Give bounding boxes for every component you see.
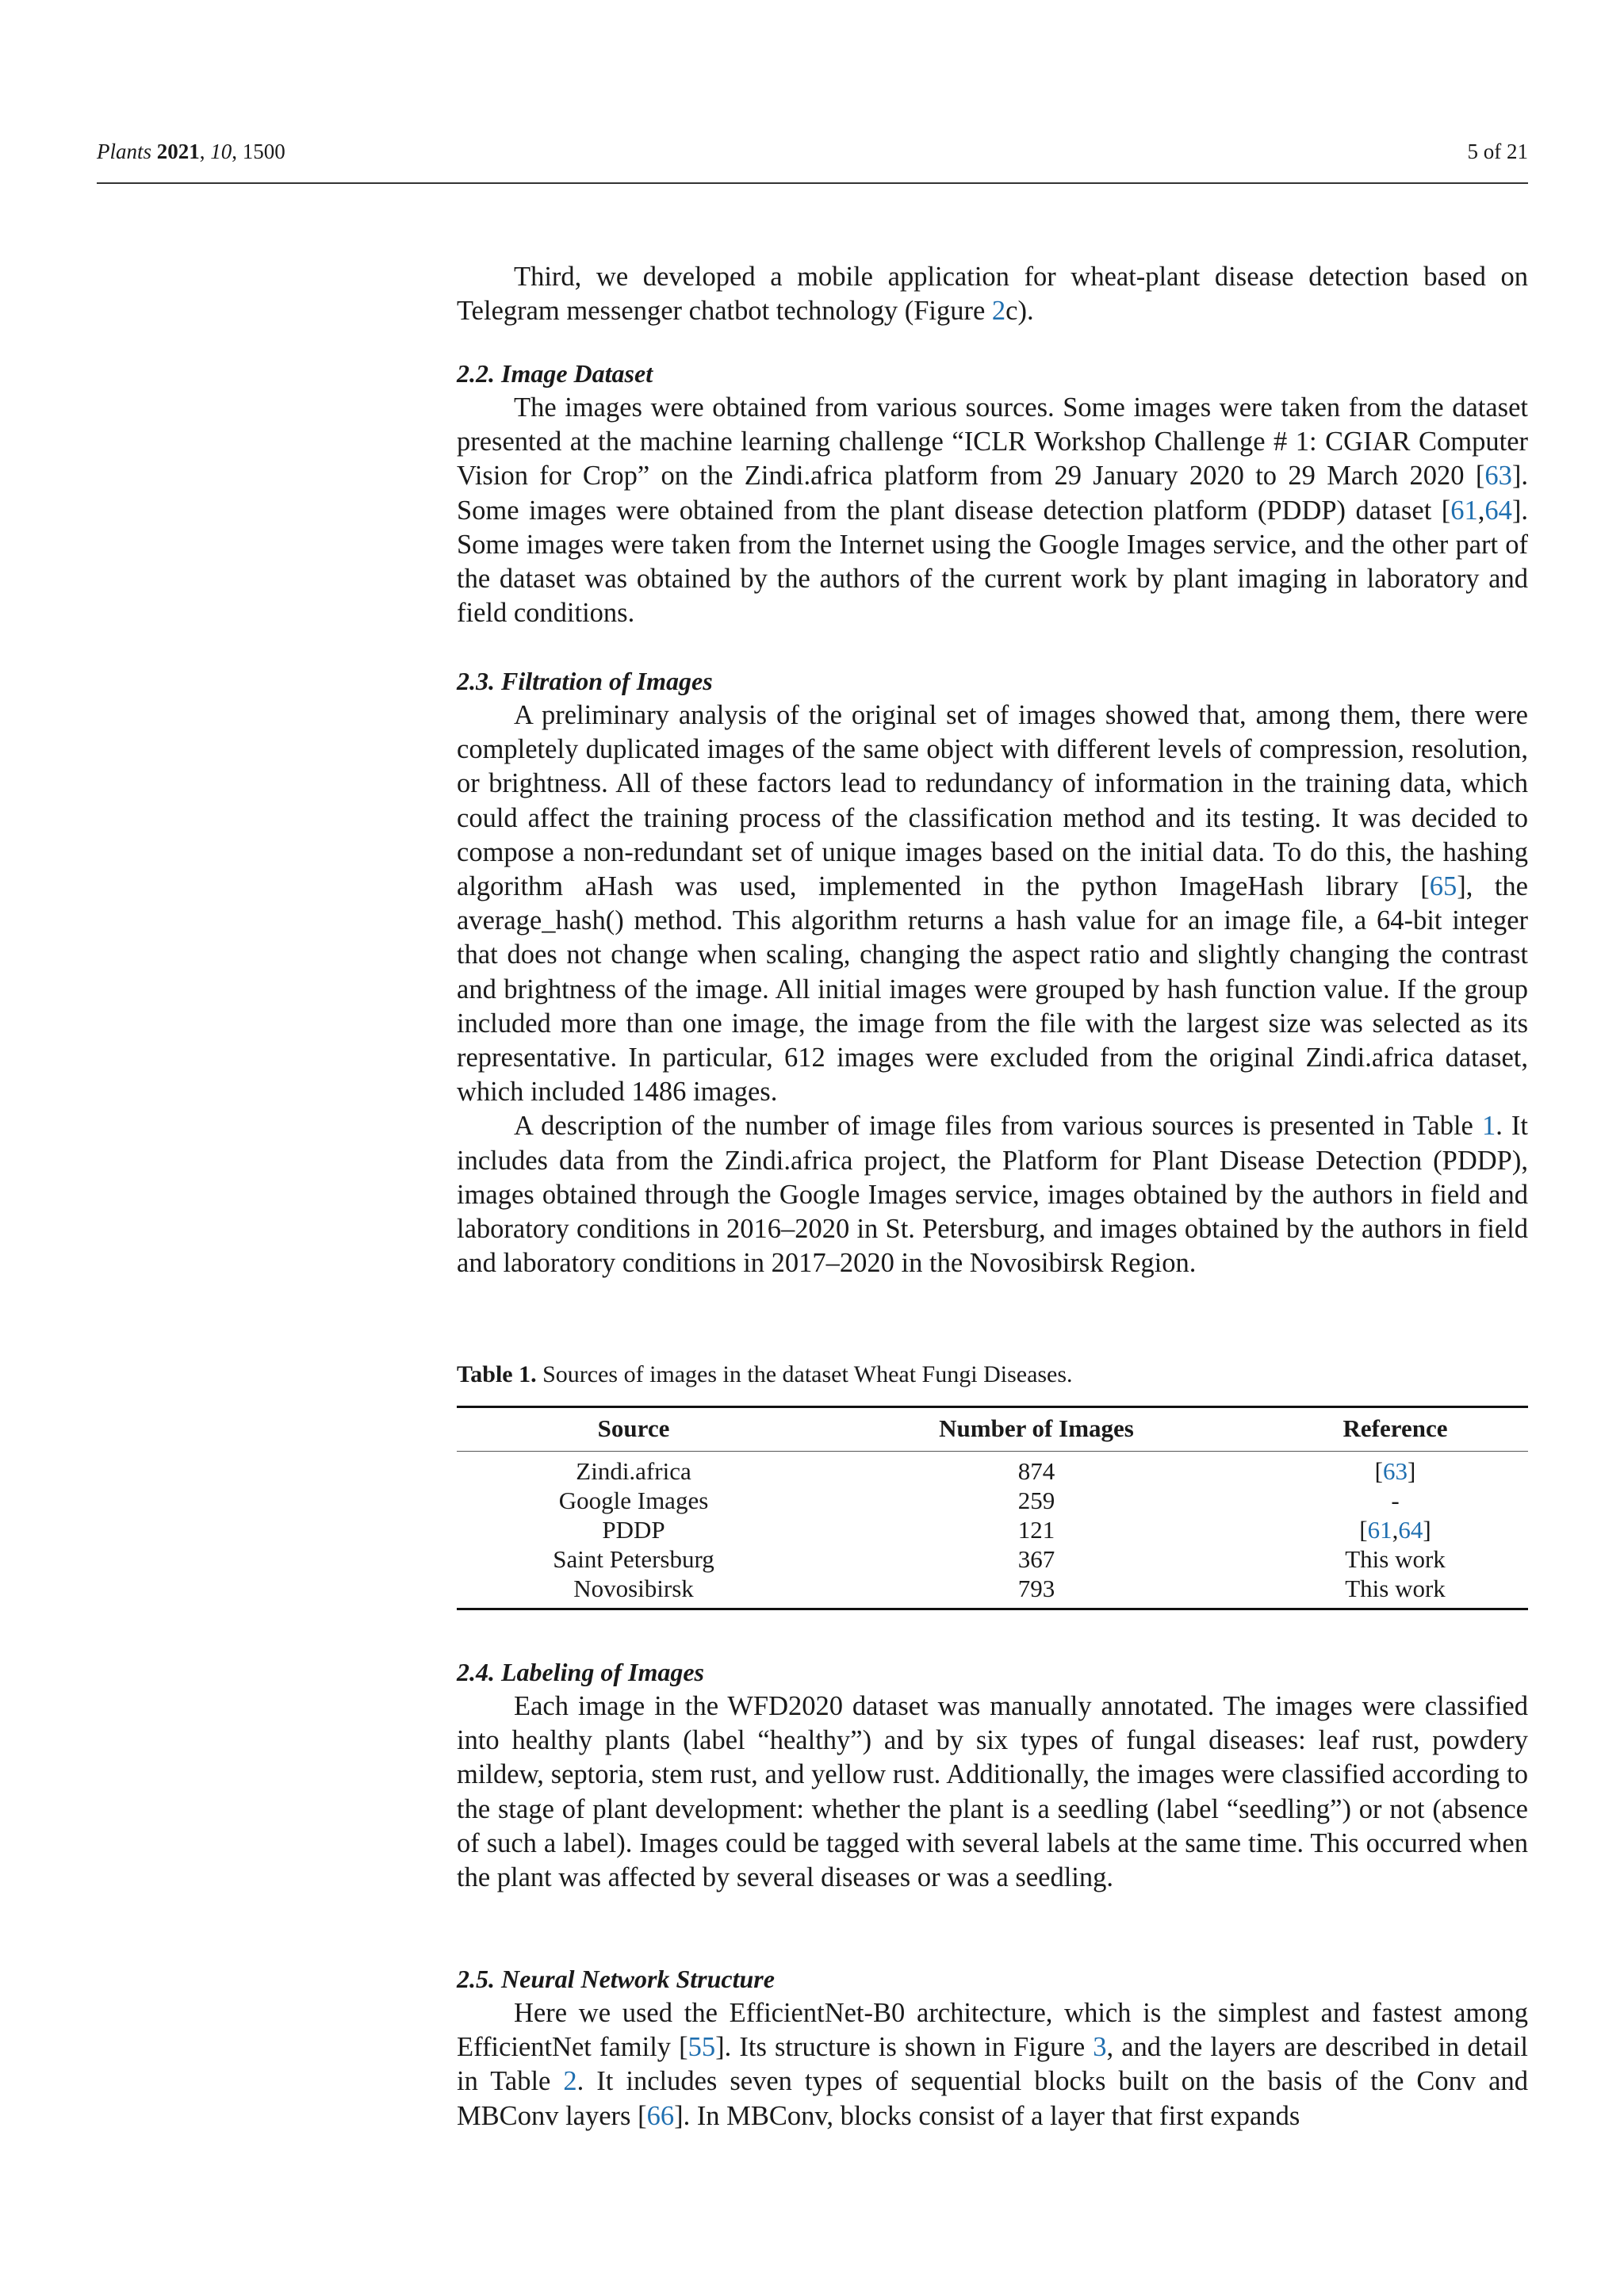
table-row: Zindi.africa 874 [63] bbox=[576, 1457, 1416, 1485]
table-link[interactable]: 2 bbox=[563, 2066, 577, 2097]
citation-link[interactable]: 61 bbox=[1450, 495, 1478, 526]
column-header: Source bbox=[597, 1414, 670, 1442]
section-2-5 bbox=[457, 1962, 1528, 2133]
table-caption: Table 1. Sources of images in the dataset Wheat Fungi Diseases. bbox=[457, 1361, 1073, 1387]
table-link[interactable]: 1 bbox=[1481, 1111, 1496, 1142]
citation-link[interactable]: 65 bbox=[1429, 871, 1457, 902]
section-2-4 bbox=[457, 1655, 1528, 1895]
table-row: Novosibirsk 793 This work bbox=[457, 1574, 1528, 1609]
citation-link[interactable]: 63 bbox=[1383, 1457, 1408, 1485]
table-row: Saint Petersburg 367 This work bbox=[553, 1545, 1446, 1573]
section-title: 2.2. Image Dataset bbox=[457, 359, 653, 388]
section-2-3 bbox=[457, 664, 1528, 1280]
header-rule bbox=[97, 182, 1528, 184]
table-row: PDDP 121 [61,64] bbox=[602, 1516, 1431, 1544]
section-title: 2.5. Neural Network Structure bbox=[457, 1965, 775, 1993]
running-header bbox=[97, 140, 1528, 164]
page-number: 5 of 21 bbox=[1467, 140, 1528, 163]
journal-citation: Plants 2021, 10, 1500 bbox=[97, 140, 285, 163]
table-row: Google Images 259 - bbox=[558, 1487, 1400, 1514]
section-paragraph: A preliminary analysis of the original set of images showed that, among them, there were completely duplicated images of the same object with different levels of compression, resolution, or brightness. All of these factors lead to redundancy of information in the training data, which could affect the training process of the classification method and its testing. It was decided to compose a non-redundant set of unique images based on the initial data. To do this, the hashing algorithm aHash was used, implemented in the python ImageHash library [65], the average_hash() method. This algorithm returns a hash value for an image file, a 64-bit integer that does not change when scaling, changing the aspect ratio and slightly changing the contrast and brightness of the image. All initial images were grouped by hash function value. If the group included more than one image, the image from the file with the largest size was selected as its representative. In particular, 612 images were excluded from the original Zindi.africa dataset, which included 1486 images. bbox=[457, 700, 1528, 1108]
column-header: Reference bbox=[1342, 1414, 1448, 1442]
citation-link[interactable]: 64 bbox=[1484, 495, 1512, 526]
figure-link[interactable]: 2 bbox=[991, 296, 1006, 327]
citation-link[interactable]: 55 bbox=[688, 2032, 716, 2063]
sources-table bbox=[457, 1406, 1528, 1610]
table-header-row bbox=[457, 1407, 1528, 1452]
column-header: Number of Images bbox=[939, 1414, 1134, 1442]
section-paragraph: The images were obtained from various sources. Some images were taken from the dataset presented at the machine learning challenge “ICLR Workshop Challenge # 1: CGIAR Computer Vision for Crop” on the Zindi.africa platform from 29 January 2020 to 29 March 2020 [63]. Some images were obtained from the plant disease detection platform (PDDP) dataset [61,64]. Some images were taken from the Internet using the Google Images service, and the other part of the dataset was obtained by the authors of the current work by plant imaging in laboratory and field conditions. bbox=[457, 392, 1528, 629]
figure-link[interactable]: 3 bbox=[1093, 2032, 1107, 2063]
citation-link[interactable]: 63 bbox=[1484, 461, 1512, 492]
section-2-2 bbox=[457, 357, 1528, 630]
citation-link[interactable]: 66 bbox=[646, 2100, 675, 2131]
intro-block bbox=[457, 260, 1528, 328]
table-1 bbox=[457, 1359, 1528, 1610]
section-title: 2.3. Filtration of Images bbox=[457, 667, 713, 695]
citation-link[interactable]: 61 bbox=[1367, 1516, 1392, 1544]
section-paragraph: Each image in the WFD2020 dataset was manually annotated. The images were classified into healthy plants (label “healthy”) and by six types of fungal diseases: leaf rust, powdery mildew, septoria, stem rust, and yellow rust. Additionally, the images were classified according to the stage of plant development: whether the plant is a seedling (label “seedling”) or not (absence of such a label). Images could be tagged with several labels at the same time. This occurred when the plant was affected by several diseases or was a seedling. bbox=[457, 1691, 1528, 1893]
citation-link[interactable]: 64 bbox=[1398, 1516, 1423, 1544]
intro-paragraph: Third, we developed a mobile application for wheat-plant disease detection based on Telegram messenger chatbot technology (Figure 2c). bbox=[457, 262, 1528, 327]
section-title: 2.4. Labeling of Images bbox=[457, 1658, 704, 1686]
section-paragraph: A description of the number of image files from various sources is presented in Table 1. It includes data from the Zindi.africa project, the Platform for Plant Disease Detection (PDDP), images obtained through the Google Images service, images obtained by the authors in field and laboratory conditions in 2016–2020 in St. Petersburg, and images obtained by the authors in field and laboratory conditions in 2017–2020 in the Novosibirsk Region. bbox=[457, 1111, 1528, 1279]
section-paragraph: Here we used the EfficientNet-B0 architecture, which is the simplest and fastest among EfficientNet family [55]. Its structure is shown in Figure 3, and the layers are described in detail in Table 2. It includes seven types of sequential blocks built on the basis of the Conv and MBConv layers [66]. In MBConv, blocks consist of a layer that first expands bbox=[457, 1998, 1529, 2131]
